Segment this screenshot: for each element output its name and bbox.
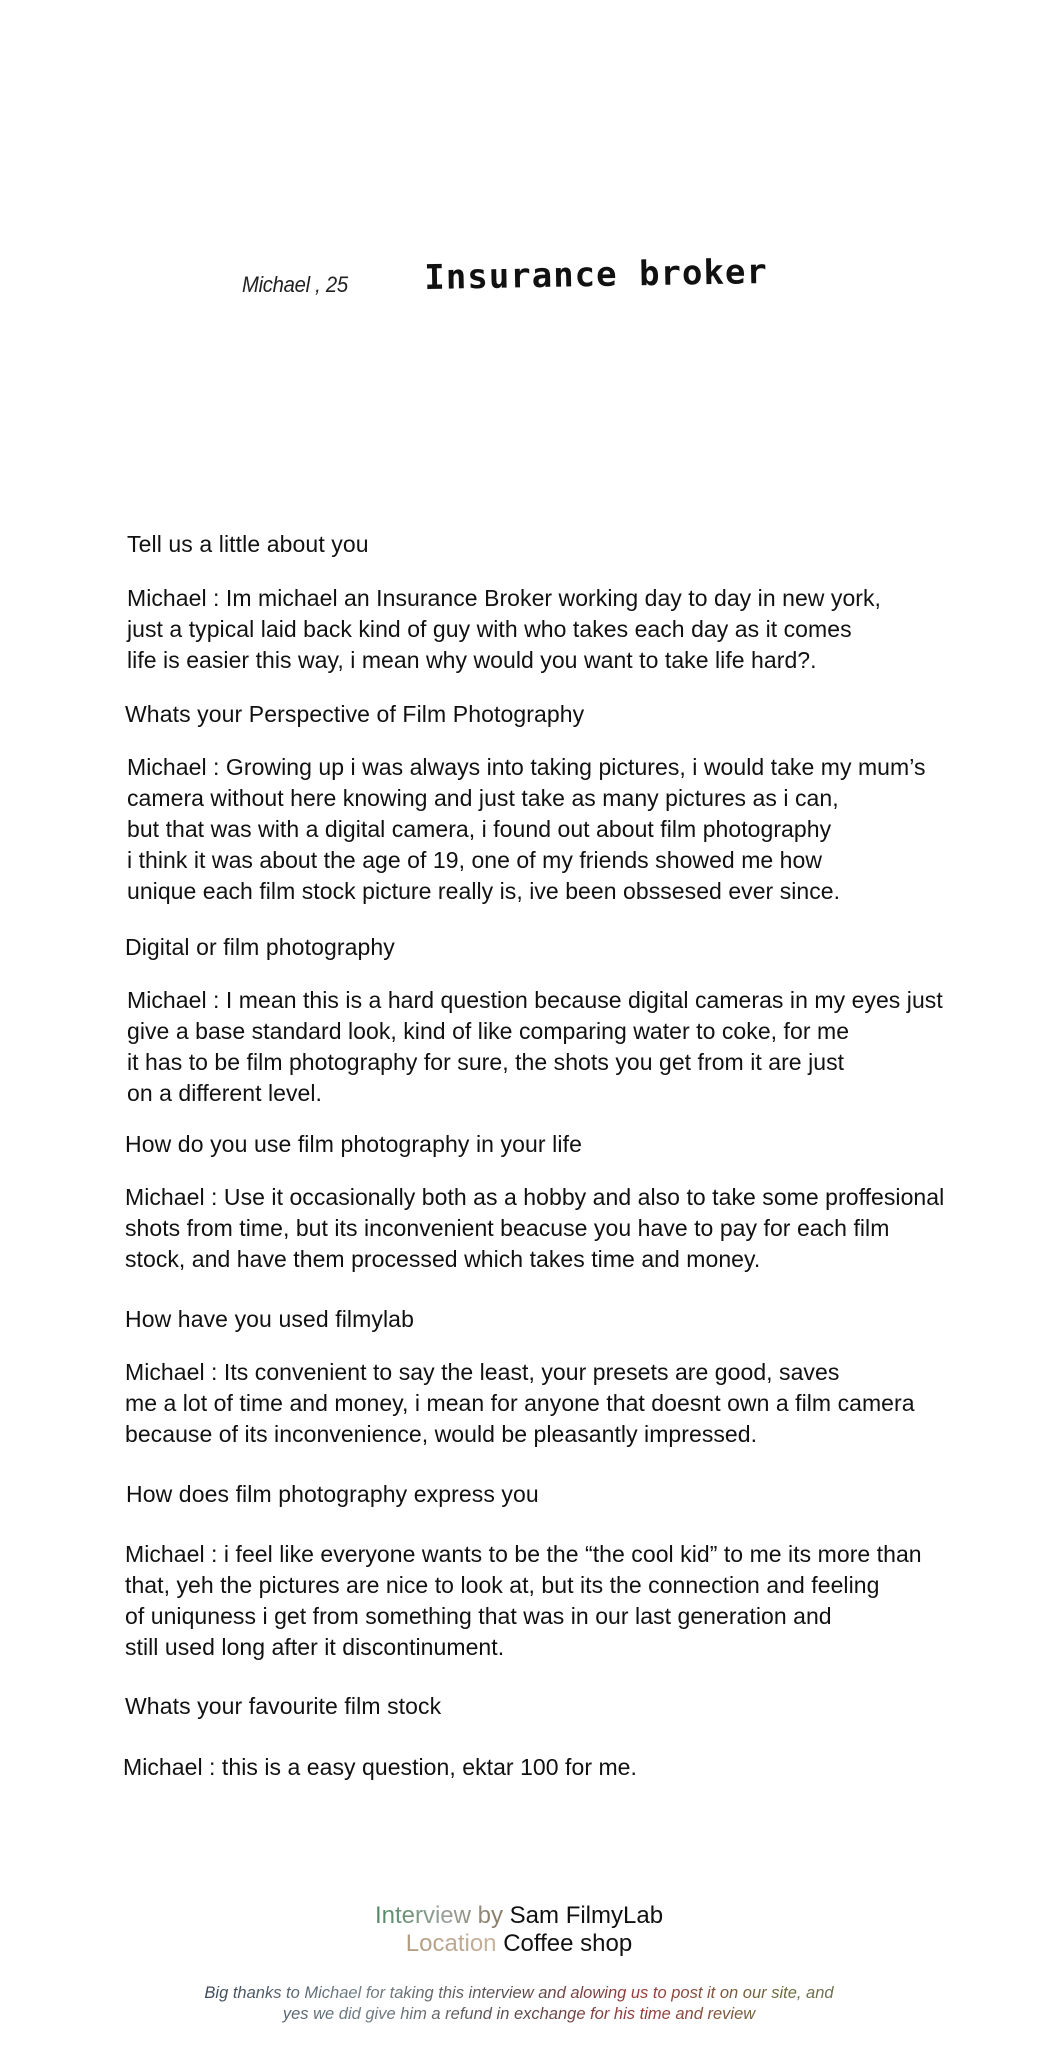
answer-line: it has to be film photography for sure, the shots you get from it are just bbox=[127, 1049, 845, 1075]
answer-line: that, yeh the pictures are nice to look at, but its the connection and feeling bbox=[125, 1572, 880, 1598]
answer-line: camera without here knowing and just take as many pictures as i can, bbox=[127, 785, 839, 811]
answer-paragraph bbox=[127, 583, 881, 676]
thanks-line: yes we did give him a refund in exchange for his time and review bbox=[0, 2004, 1038, 2025]
thanks-note bbox=[0, 1983, 1038, 2025]
answer-paragraph bbox=[127, 752, 926, 907]
answer-line: of uniquness i get from something that was in our last generation and bbox=[125, 1603, 832, 1629]
answer-line: give a base standard look, kind of like comparing water to coke, for me bbox=[127, 1018, 850, 1044]
answer-line: Michael : i feel like everyone wants to be the “the cool kid” to me its more than bbox=[125, 1541, 922, 1567]
answer-line: stock, and have them processed which takes time and money. bbox=[125, 1246, 761, 1272]
answer-line: life is easier this way, i mean why would you want to take life hard?. bbox=[127, 647, 817, 673]
question-heading: How does film photography express you bbox=[126, 1481, 539, 1507]
answer-line: unique each film stock picture really is, ive been obssesed ever since. bbox=[127, 878, 841, 904]
credits-location bbox=[0, 1930, 1038, 1958]
answer-line: just a typical laid back kind of guy with who takes each day as it comes bbox=[127, 616, 852, 642]
answer-line: Michael : Use it occasionally both as a hobby and also to take some proffesional bbox=[125, 1184, 945, 1210]
answer-line: Michael : Growing up i was always into taking pictures, i would take my mum’s bbox=[127, 754, 926, 780]
question-heading: How do you use film photography in your life bbox=[125, 1131, 582, 1157]
answer-line: Michael : I mean this is a hard question because digital cameras in my eyes just bbox=[127, 987, 943, 1013]
interviewer-name: Sam FilmyLab bbox=[509, 1902, 664, 1929]
answer-line: still used long after it discontinument. bbox=[125, 1634, 505, 1660]
answer-paragraph bbox=[127, 985, 943, 1109]
answer-line: but that was with a digital camera, i found out about film photography bbox=[127, 816, 832, 842]
answer-paragraph bbox=[125, 1539, 922, 1663]
question-heading: How have you used filmylab bbox=[125, 1306, 414, 1332]
interviewee-occupation: Insurance broker bbox=[424, 252, 769, 298]
question-heading: Whats your Perspective of Film Photography bbox=[125, 701, 585, 727]
answer-line: Michael : Im michael an Insurance Broker working day to day in new york, bbox=[127, 585, 881, 611]
interviewee-name-age: Michael , 25 bbox=[242, 272, 348, 297]
thanks-line: Big thanks to Michael for taking this interview and alowing us to post it on our site, and bbox=[0, 1983, 1038, 2004]
location-label: Location bbox=[405, 1930, 497, 1957]
answer-line: Michael : this is a easy question, ektar 100 for me. bbox=[123, 1754, 637, 1780]
interview-label: Interview by bbox=[374, 1902, 503, 1929]
answer-line: on a different level. bbox=[127, 1080, 322, 1106]
answer-paragraph bbox=[123, 1752, 637, 1783]
answer-paragraph bbox=[125, 1182, 944, 1275]
question-heading: Tell us a little about you bbox=[127, 531, 369, 557]
answer-line: because of its inconvenience, would be pleasantly impressed. bbox=[125, 1421, 758, 1447]
question-heading: Digital or film photography bbox=[125, 934, 395, 960]
answer-line: Michael : Its convenient to say the least, your presets are good, saves bbox=[125, 1359, 840, 1385]
answer-line: me a lot of time and money, i mean for anyone that doesnt own a film camera bbox=[125, 1390, 915, 1416]
question-heading: Whats your favourite film stock bbox=[125, 1693, 442, 1719]
credits-interviewer bbox=[0, 1902, 1038, 1930]
answer-line: i think it was about the age of 19, one of my friends showed me how bbox=[127, 847, 823, 873]
answer-paragraph bbox=[125, 1357, 915, 1450]
answer-line: shots from time, but its inconvenient beacuse you have to pay for each film bbox=[125, 1215, 890, 1241]
location-name: Coffee shop bbox=[503, 1930, 633, 1957]
